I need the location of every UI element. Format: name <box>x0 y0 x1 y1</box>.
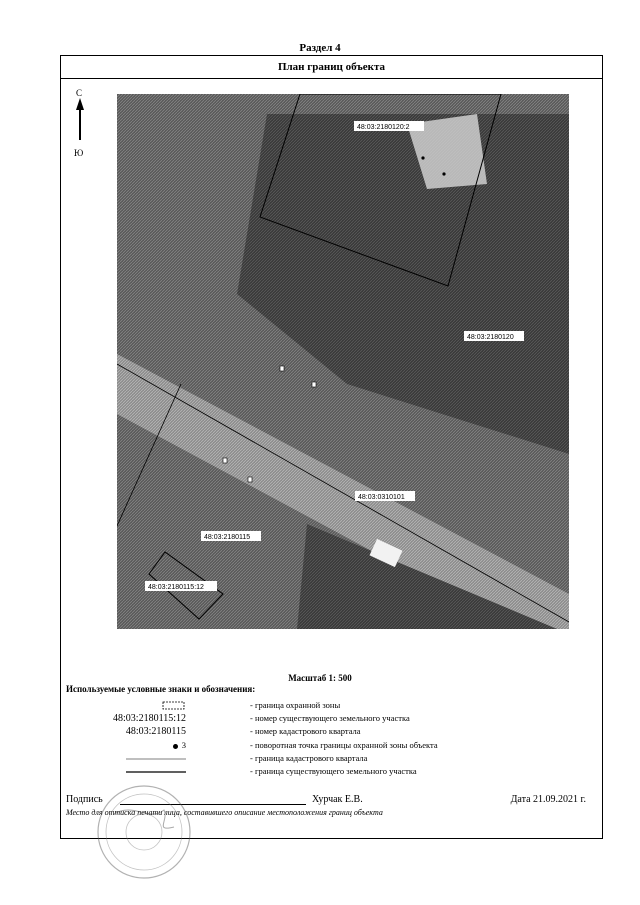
compass-south: Ю <box>74 148 84 158</box>
legend-point-number: 3 <box>181 740 186 750</box>
legend-row-point <box>66 740 586 753</box>
legend-row-parcel <box>66 713 586 726</box>
aerial-map[interactable] <box>117 94 569 629</box>
legend-parcel-border-desc: - граница существующего земельного участка <box>250 766 417 776</box>
legend-quarter-border-desc: - граница кадастрового квартала <box>250 753 368 763</box>
signature-label: Подпись <box>66 794 103 805</box>
legend-point-desc: - поворотная точка границы охранной зоны объекта <box>250 740 438 750</box>
north-arrow-icon <box>72 88 88 158</box>
point-dot-icon <box>173 744 178 749</box>
legend-quarter-symbol: 48:03:2180115 <box>125 726 186 737</box>
legend-row-quarter <box>66 726 586 739</box>
plan-title: План границ объекта <box>60 55 603 79</box>
legend-zone-desc: - граница охранной зоны <box>250 700 341 710</box>
legend-quarter-desc: - номер кадастрового квартала <box>250 726 361 736</box>
label-quarter-right: 48:03:2180120 <box>467 334 514 341</box>
legend-row-zone <box>66 700 586 713</box>
official-seal-icon <box>94 782 194 882</box>
map-scale: Масштаб 1: 500 <box>288 673 352 683</box>
legend-title: Используемые условные знаки и обозначения: <box>66 684 256 694</box>
signer-name: Хурчак Е.В. <box>312 794 363 805</box>
seal-note: Место для оттиска печати лица, составившего описание местоположения границ объекта <box>66 808 383 817</box>
legend-row-parcel-border <box>66 766 586 779</box>
legend-parcel-desc: - номер существующего земельного участка <box>250 713 410 723</box>
label-parcel-bottom: 48:03:2180115:12 <box>148 584 204 591</box>
section-title: Раздел 4 <box>299 42 341 54</box>
legend-parcel-symbol: 48:03:2180115:12 <box>113 713 186 724</box>
label-quarter-left: 48:03:2180115 <box>204 534 251 541</box>
signature-date: Дата 21.09.2021 г. <box>510 794 586 805</box>
legend-point-symbol <box>66 740 186 750</box>
legend-row-quarter-border <box>66 753 586 766</box>
label-parcel-top: 48:03:2180120:2 <box>357 124 410 131</box>
compass-north: С <box>76 88 83 98</box>
label-quarter-road: 48:03:0310101 <box>358 494 405 501</box>
